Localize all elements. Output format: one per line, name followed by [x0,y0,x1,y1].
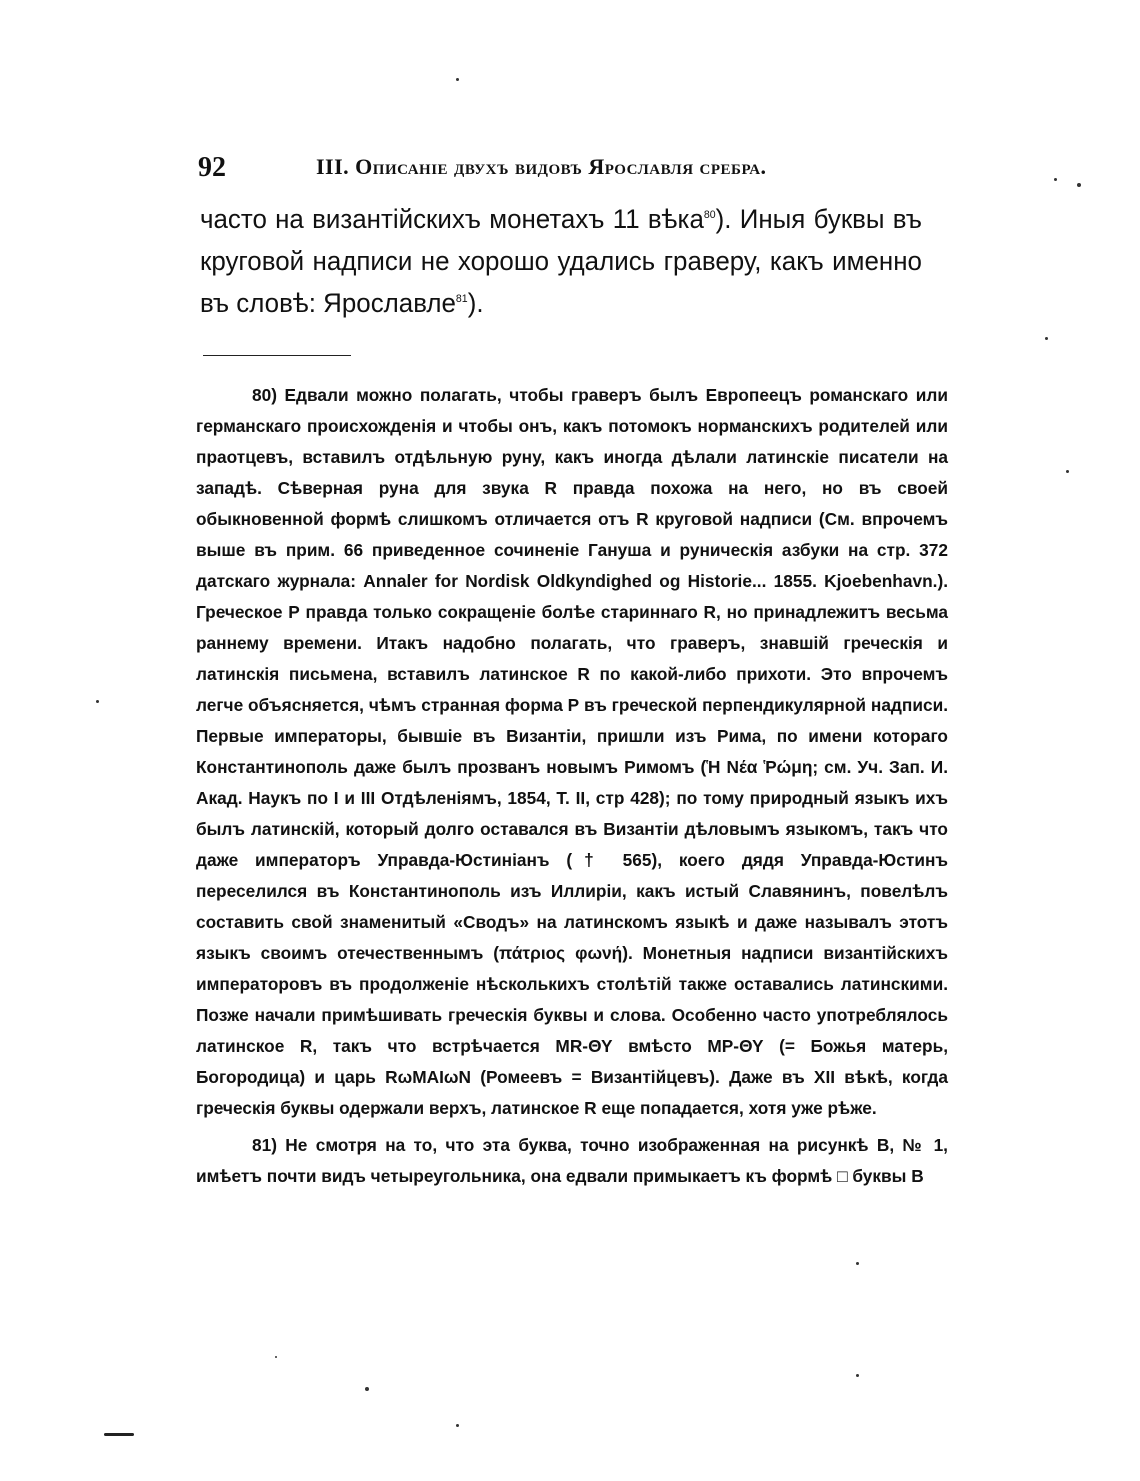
footnote-ref-80[interactable]: 80 [703,209,716,221]
scan-speck [1066,470,1069,473]
footnotes [196,380,948,1192]
scan-speck [1045,337,1048,340]
chapter-title: III. Описаніе двухъ видовъ Ярославля сребра. [316,154,767,179]
scan-speck [1054,178,1057,181]
footnote-80: 80) Едвали можно полагать, чтобы граверъ былъ Европеецъ романскаго или германскаго происхожденія и чтобы онъ, какъ потомокъ норманскихъ родителей или праотцевъ, вставилъ отдѣльную руну, какъ иногда дѣлали латинскіе писатели на западѣ. Сѣверная руна для звука R правда похожа на него, но въ своей обыкновенной формѣ слишкомъ отличается отъ R круговой надписи (См. впрочемъ выше въ прим. 66 приведенное сочиненіе Гануша и руническія азбуки на стр. 372 датскаго журнала: Annaler for Nordisk Oldkyndighed og Historie... 1855. Kjoebenhavn.). Греческое Р правда только сокращеніе болѣе стариннаго R, но принадлежитъ весьма раннему времени. Итакъ надобно полагать, что граверъ, знавшій греческія и латинскія письмена, вставилъ латинское R по какой-либо прихоти. Это впрочемъ легче объясняется, чѣмъ странная форма Р въ греческой перпендикулярной надписи. Первые императоры, бывшіе въ Византіи, пришли изъ Рима, по имени котораго Константинополь даже былъ прозванъ новымъ Римомъ (Ἡ Νέα Ῥώμη; см. Уч. Зап. И. Акад. Наукъ по I и III Отдѣленіямъ, 1854, Т. II, стр 428); по тому природный языкъ ихъ былъ латинскій, который долго оставался въ Византіи дѣловымъ языкомъ, такъ что даже императоръ Управда-Юстиніанъ († 565), коего дядя Управда-Юстинъ переселился въ Константинополь изъ Иллиріи, какъ истый Славянинъ, повелѣлъ составить свой знаменитый «Сводъ» на латинскомъ языкѣ и даже называлъ этотъ языкъ своимъ отечественнымъ (πάτριος φωνή). Монетныя надписи византійскихъ императоровъ въ продолженіе нѣсколькихъ столѣтій также оставались латинскими. Позже начали примѣшивать греческія буквы и слова. Особенно часто употреблялось латинское R, такъ что встрѣчается MR-ΘΥ вмѣсто MP-ΘΥ (= Божья матерь, Богородица) и царь RωMAIωN (Ромеевъ = Византійцевъ). Даже въ XII вѣкѣ, когда греческія буквы одержали верхъ, латинское R еще попадается, хотя уже рѣже. [196,385,948,1118]
footnote-separator [203,355,351,356]
scan-speck [856,1262,859,1265]
body-text-segment: часто на византійскихъ монетахъ 11 вѣка [200,204,704,234]
scan-speck [456,1424,459,1427]
main-text [200,198,922,324]
scan-speck [456,78,459,81]
scan-speck [1077,183,1081,187]
scan-speck [365,1387,369,1391]
main-paragraph [200,198,922,324]
running-head [198,150,958,190]
body-text-segment: ). Иныя буквы въ круговой надписи не хорошо удались граверу, какъ именно въ словѣ: Ярославле [200,204,922,318]
footnote-ref-81[interactable]: 81 [455,293,468,305]
footnote-81: 81) Не смотря на то, что эта буква, точно изображенная на рисункѣ В, № 1, имѣетъ почти видъ четыреугольника, она едвали примыкаетъ къ формѣ □ буквы В [196,1135,948,1186]
scan-speck [856,1374,859,1377]
body-text-segment: ). [467,288,484,318]
scan-mark [104,1433,134,1436]
scan-speck [275,1356,277,1358]
scan-speck [96,700,99,703]
page-number: 92 [198,152,226,183]
